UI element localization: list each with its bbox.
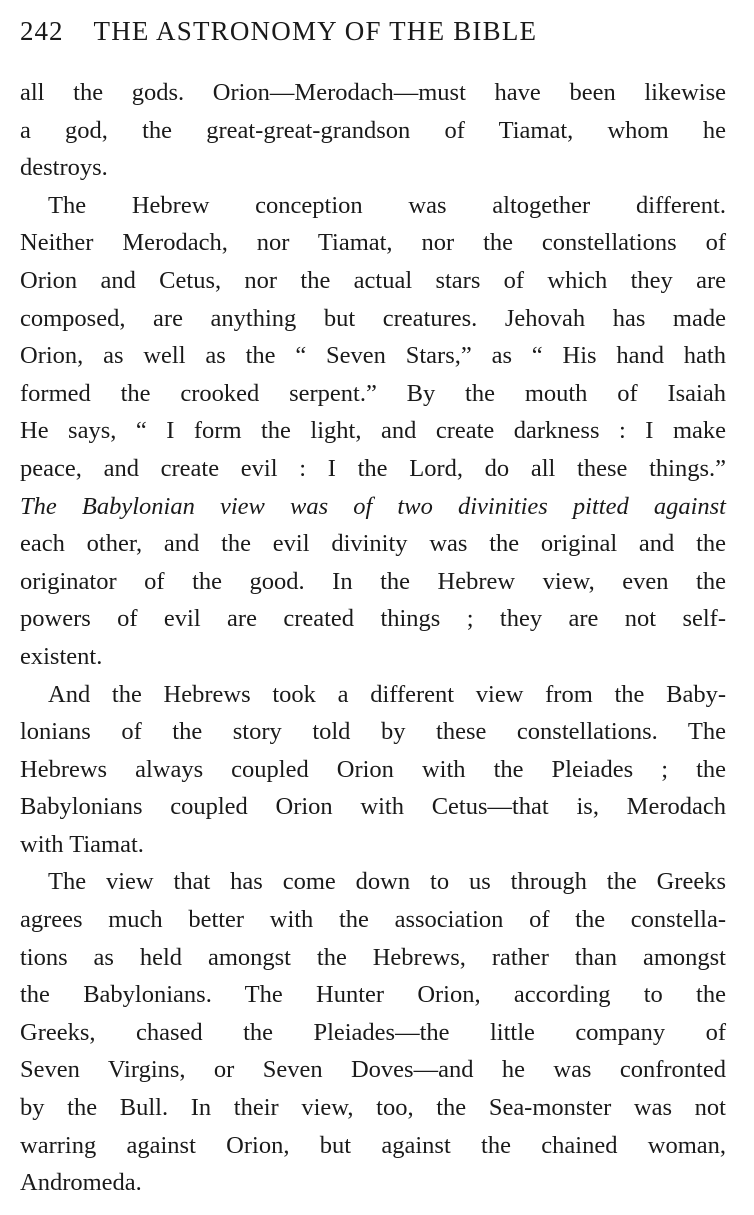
running-title: THE ASTRONOMY OF THE BIBLE [93,16,538,46]
text-line: peace, and create evil : I the Lord, do all these things.” [20,454,726,482]
text-line: Orion and Cetus, nor the actual stars of which they are [20,266,726,294]
text-line: with Tiamat. [20,830,144,858]
page-number: 242 [20,16,64,46]
text-line: originator of the good. In the Hebrew view, even the [20,567,726,595]
paragraph-first-line: And the Hebrews took a different view from the Baby- [48,680,726,708]
text-line: all the gods. Orion—Merodach—must have been likewise [20,79,726,106]
text-line: each other, and the evil divinity was the original and the [20,530,726,558]
text-line: Andromeda. [20,1169,142,1197]
text-line: Babylonians coupled Orion with Cetus—that is, Merodach [20,793,726,821]
text-line: composed, are anything but creatures. Jehovah has made [20,304,726,332]
text-line: agrees much better with the association of the constella- [20,906,726,934]
paragraph-first-line: The Hebrew conception was altogether different. [48,191,726,219]
paragraph-first-line: The view that has come down to us through the Greeks [48,868,726,896]
text-line: powers of evil are created things ; they are not self- [20,605,726,633]
text-line: warring against Orion, but against the chained woman, [20,1131,726,1159]
text-line: the Babylonians. The Hunter Orion, according to the [20,981,726,1009]
text-line: destroys. [20,154,108,182]
text-line: Neither Merodach, nor Tiamat, nor the constellations of [20,229,726,257]
text-line: a god, the great-great-grandson of Tiamat, whom he [20,116,726,144]
text-line: Seven Virgins, or Seven Doves—and he was confronted [20,1056,726,1084]
text-line: formed the crooked serpent.” By the mouth of Isaiah [20,379,726,407]
running-head [20,16,734,56]
italic-text-line: The Babylonian view was of two divinities pitted against [20,492,726,520]
text-line: existent. [20,642,103,670]
text-line: Orion, as well as the “ Seven Stars,” as “ His hand hath [20,342,726,370]
text-line: tions as held amongst the Hebrews, rather than amongst [20,943,726,971]
text-line: He says, “ I form the light, and create darkness : I make [20,417,726,445]
text-line: by the Bull. In their view, too, the Sea-monster was not [20,1094,726,1122]
body-text [20,74,726,1202]
text-line: Hebrews always coupled Orion with the Pleiades ; the [20,755,726,783]
text-line: lonians of the story told by these constellations. The [20,718,726,746]
text-line: Greeks, chased the Pleiades—the little company of [20,1018,726,1046]
